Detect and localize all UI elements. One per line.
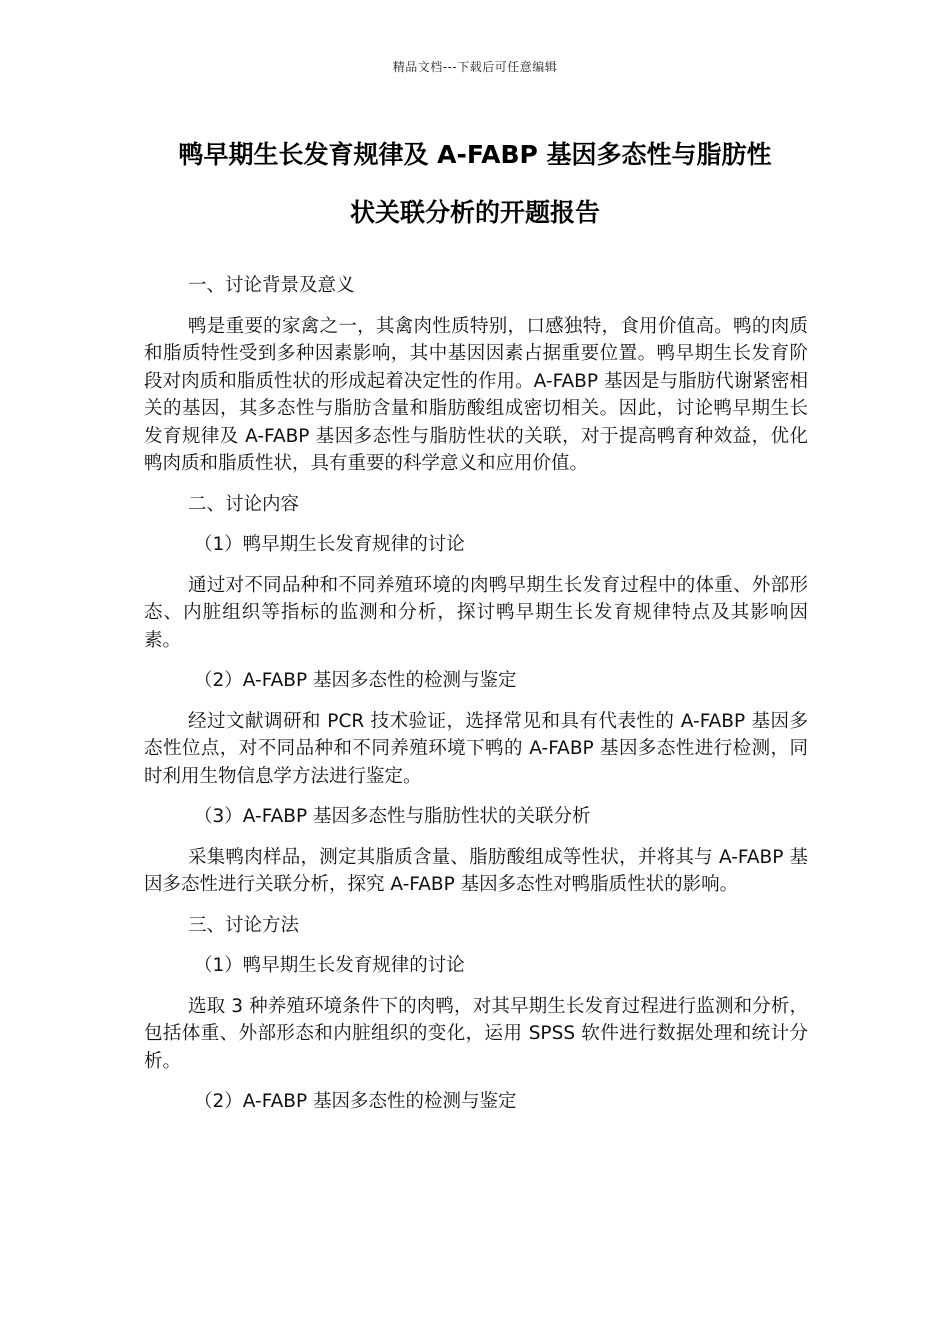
document-body — [144, 272, 808, 1129]
section-heading-methods: 三、讨论方法 — [188, 914, 300, 936]
subheading-polymorphism-detection: （2）A-FABP 基因多态性的检测与鉴定 — [194, 670, 517, 691]
paragraph-background: 鸭是重要的家禽之一，其禽肉性质特别，口感独特，食用价值高。鸭的肉质和脂质特性受到多种因素影响，其中基因因素占据重要位置。鸭早期生长发育阶段对肉质和脂质性状的形成起着决定性的作用。A-FABP 基因是与脂肪代谢紧密相关的基因，其多态性与脂肪含量和脂肪酸组成密切相关。因此，讨论鸭早期生长发育规律及 A-FABP 基因多态性与脂肪性状的关联，对于提高鸭育种效益，优化鸭肉质和脂质性状，具有重要的科学意义和应用价值。 — [144, 315, 808, 474]
section-heading-content: 二、讨论内容 — [188, 493, 300, 515]
paragraph-methods-growth: 选取 3 种养殖环境条件下的肉鸭，对其早期生长发育过程进行监测和分析，包括体重、外部形态和内脏组织的变化，运用 SPSS 软件进行数据处理和统计分析。 — [144, 995, 808, 1072]
paragraph-association-analysis: 采集鸭肉样品，测定其脂质含量、脂肪酸组成等性状，并将其与 A-FABP 基因多态性进行关联分析，探究 A-FABP 基因多态性对鸭脂质性状的影响。 — [144, 846, 808, 895]
section-heading-background: 一、讨论背景及意义 — [188, 275, 355, 296]
subheading-methods-growth: （1）鸭早期生长发育规律的讨论 — [194, 955, 465, 976]
paragraph-growth-study: 通过对不同品种和不同养殖环境的肉鸭早期生长发育过程中的体重、外部形态、内脏组织等指标的监测和分析，探讨鸭早期生长发育规律特点及其影响因素。 — [144, 574, 808, 651]
subheading-growth-study: （1）鸭早期生长发育规律的讨论 — [194, 534, 465, 555]
document-title-line-1: 鸭早期生长发育规律及 A-FABP 基因多态性与脂肪性 — [178, 140, 772, 169]
subheading-association-analysis: （3）A-FABP 基因多态性与脂肪性状的关联分析 — [194, 806, 591, 827]
subheading-methods-polymorphism: （2）A-FABP 基因多态性的检测与鉴定 — [194, 1091, 517, 1112]
paragraph-polymorphism-detection: 经过文献调研和 PCR 技术验证，选择常见和具有代表性的 A-FABP 基因多态性位点，对不同品种和不同养殖环境下鸭的 A-FABP 基因多态性进行检测，同时利用生物信息学方法进行鉴定。 — [144, 710, 808, 787]
header-note: 精品文档---下载后可任意编辑 — [392, 60, 558, 74]
document-title-line-2: 状关联分析的开题报告 — [349, 198, 600, 227]
